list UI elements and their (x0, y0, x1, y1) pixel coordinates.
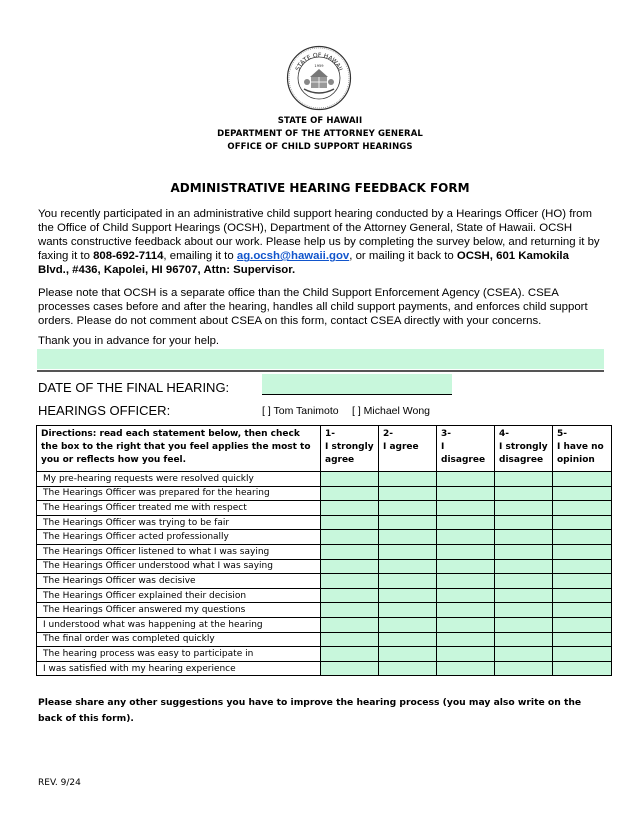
response-cell-5[interactable] (553, 632, 612, 647)
response-cell-2[interactable] (379, 472, 437, 487)
date-field[interactable] (262, 374, 452, 395)
response-cell-5[interactable] (553, 559, 612, 574)
directions-cell: Directions: read each statement below, then check the box to the right that you feel applies the most to you or reflects how you feel. (37, 426, 321, 472)
scale-header (379, 426, 437, 472)
survey-row (37, 603, 612, 618)
response-cell-5[interactable] (553, 603, 612, 618)
scale-header (437, 426, 495, 472)
response-cell-2[interactable] (379, 661, 437, 676)
response-cell-3[interactable] (437, 544, 495, 559)
state-seal-logo (286, 45, 352, 111)
response-cell-1[interactable] (321, 617, 379, 632)
response-cell-3[interactable] (437, 661, 495, 676)
response-cell-4[interactable] (495, 661, 553, 676)
response-cell-5[interactable] (553, 617, 612, 632)
response-cell-1[interactable] (321, 515, 379, 530)
response-cell-4[interactable] (495, 617, 553, 632)
response-cell-2[interactable] (379, 603, 437, 618)
response-cell-3[interactable] (437, 632, 495, 647)
scale-label: I strongly disagree (499, 442, 548, 465)
response-cell-1[interactable] (321, 544, 379, 559)
statement-text: The final order was completed quickly (37, 632, 321, 647)
intro-text-b: , emailing it to (163, 250, 237, 263)
date-label: DATE OF THE FINAL HEARING: (38, 380, 230, 395)
survey-row (37, 588, 612, 603)
response-cell-5[interactable] (553, 515, 612, 530)
response-cell-3[interactable] (437, 486, 495, 501)
response-cell-3[interactable] (437, 501, 495, 516)
survey-row (37, 530, 612, 545)
email-link[interactable]: ag.ocsh@hawaii.gov (236, 250, 350, 263)
response-cell-4[interactable] (495, 588, 553, 603)
statement-text: The Hearings Officer was trying to be fair (37, 515, 321, 530)
statement-text: The Hearings Officer was prepared for the hearing (37, 486, 321, 501)
response-cell-3[interactable] (437, 472, 495, 487)
scale-header (321, 426, 379, 472)
scale-label: I strongly agree (325, 442, 374, 465)
response-cell-3[interactable] (437, 559, 495, 574)
form-title: ADMINISTRATIVE HEARING FEEDBACK FORM (170, 181, 470, 195)
response-cell-2[interactable] (379, 559, 437, 574)
statement-text: I understood what was happening at the hearing (37, 617, 321, 632)
response-cell-2[interactable] (379, 530, 437, 545)
survey-row (37, 661, 612, 676)
survey-row (37, 515, 612, 530)
scale-number: 3- (441, 429, 451, 439)
seal-text: STATE OF HAWAII (294, 51, 344, 72)
survey-row (37, 501, 612, 516)
response-cell-2[interactable] (379, 501, 437, 516)
response-cell-1[interactable] (321, 501, 379, 516)
response-cell-2[interactable] (379, 544, 437, 559)
response-cell-4[interactable] (495, 530, 553, 545)
statement-text: The Hearings Officer acted professionally (37, 530, 321, 545)
response-cell-3[interactable] (437, 574, 495, 589)
response-cell-4[interactable] (495, 486, 553, 501)
response-cell-1[interactable] (321, 632, 379, 647)
response-cell-4[interactable] (495, 632, 553, 647)
statement-text: The Hearings Officer treated me with respect (37, 501, 321, 516)
response-cell-4[interactable] (495, 559, 553, 574)
response-cell-5[interactable] (553, 647, 612, 662)
scale-label: I agree (383, 442, 419, 452)
intro-paragraph (38, 207, 600, 277)
statement-text: My pre-hearing requests were resolved quickly (37, 472, 321, 487)
statement-text: The Hearings Officer explained their decision (37, 588, 321, 603)
response-cell-3[interactable] (437, 515, 495, 530)
survey-row (37, 472, 612, 487)
officer-label: HEARINGS OFFICER: (38, 403, 171, 418)
response-cell-1[interactable] (321, 603, 379, 618)
officer-option-wong[interactable]: [ ] Michael Wong (352, 405, 431, 417)
response-cell-2[interactable] (379, 588, 437, 603)
header-department: DEPARTMENT OF THE ATTORNEY GENERAL (217, 129, 423, 139)
statement-text: The Hearings Officer understood what I was saying (37, 559, 321, 574)
csea-note: Please note that OCSH is a separate office than the Child Support Enforcement Agency (CSEA). CSEA processes cases before and after the hearing, handles all child support payments, and enforces child support orders. Please do not comment about CSEA on this form, contact CSEA directly with your concerns. (38, 287, 588, 328)
statement-text: The Hearings Officer listened to what I was saying (37, 544, 321, 559)
response-cell-2[interactable] (379, 647, 437, 662)
survey-row (37, 632, 612, 647)
intro-text-c: , or mailing it back to (349, 250, 457, 263)
revision-label: REV. 9/24 (38, 778, 81, 788)
response-cell-1[interactable] (321, 559, 379, 574)
scale-header (553, 426, 612, 472)
response-cell-1[interactable] (321, 588, 379, 603)
response-cell-4[interactable] (495, 574, 553, 589)
response-cell-1[interactable] (321, 574, 379, 589)
survey-row (37, 486, 612, 501)
response-cell-4[interactable] (495, 515, 553, 530)
fax-number: 808-692-7114 (93, 250, 164, 263)
suggestions-prompt: Please share any other suggestions you have to improve the hearing process (you may also write on the back of this form). (38, 697, 582, 724)
response-cell-5[interactable] (553, 544, 612, 559)
response-cell-5[interactable] (553, 661, 612, 676)
response-cell-2[interactable] (379, 617, 437, 632)
response-cell-4[interactable] (495, 603, 553, 618)
response-cell-5[interactable] (553, 486, 612, 501)
mailing-address: OCSH, 601 Kamokila Blvd., #436, Kapolei, HI 96707, Attn: Supervisor. (38, 250, 569, 277)
scale-label: I have no opinion (557, 442, 604, 465)
highlight-band (37, 349, 604, 369)
statement-text: The Hearings Officer was decisive (37, 574, 321, 589)
response-cell-3[interactable] (437, 617, 495, 632)
response-cell-3[interactable] (437, 603, 495, 618)
scale-number: 4- (499, 429, 509, 439)
scale-number: 2- (383, 429, 393, 439)
scale-header (495, 426, 553, 472)
response-cell-1[interactable] (321, 661, 379, 676)
survey-row (37, 559, 612, 574)
survey-table (36, 425, 612, 676)
response-cell-5[interactable] (553, 530, 612, 545)
response-cell-1[interactable] (321, 472, 379, 487)
survey-row (37, 647, 612, 662)
survey-row (37, 574, 612, 589)
statement-text: The hearing process was easy to participate in (37, 647, 321, 662)
response-cell-4[interactable] (495, 472, 553, 487)
response-cell-2[interactable] (379, 632, 437, 647)
survey-header-row (37, 426, 612, 472)
response-cell-5[interactable] (553, 501, 612, 516)
header-office: OFFICE OF CHILD SUPPORT HEARINGS (227, 142, 413, 152)
response-cell-5[interactable] (553, 472, 612, 487)
thanks-text: Thank you in advance for your help. (38, 335, 220, 347)
seal-year: 1959 (314, 64, 324, 68)
response-cell-1[interactable] (321, 486, 379, 501)
statement-text: The Hearings Officer answered my questions (37, 603, 321, 618)
response-cell-4[interactable] (495, 647, 553, 662)
statement-text: I was satisfied with my hearing experience (37, 661, 321, 676)
intro-text-a: You recently participated in an administrative child support hearing conducted by a Hearings Officer (HO) from the Office of Child Support Hearings (OCSH), Department of the Attorney General, State of Hawaii. OCSH wants constructive feedback about our work. Please help us by completing the survey below, and returning it by faxing it to (38, 208, 600, 263)
response-cell-4[interactable] (495, 501, 553, 516)
divider-line (37, 370, 604, 372)
response-cell-1[interactable] (321, 647, 379, 662)
response-cell-5[interactable] (553, 588, 612, 603)
response-cell-2[interactable] (379, 574, 437, 589)
response-cell-3[interactable] (437, 588, 495, 603)
response-cell-2[interactable] (379, 515, 437, 530)
response-cell-5[interactable] (553, 574, 612, 589)
scale-number: 1- (325, 429, 335, 439)
response-cell-3[interactable] (437, 647, 495, 662)
officer-option-tanimoto[interactable]: [ ] Tom Tanimoto (262, 405, 339, 417)
response-cell-1[interactable] (321, 530, 379, 545)
response-cell-3[interactable] (437, 530, 495, 545)
scale-label: I disagree (441, 442, 486, 465)
survey-row (37, 617, 612, 632)
scale-number: 5- (557, 429, 567, 439)
header-state: STATE OF HAWAII (277, 116, 363, 126)
response-cell-2[interactable] (379, 486, 437, 501)
survey-row (37, 544, 612, 559)
response-cell-4[interactable] (495, 544, 553, 559)
